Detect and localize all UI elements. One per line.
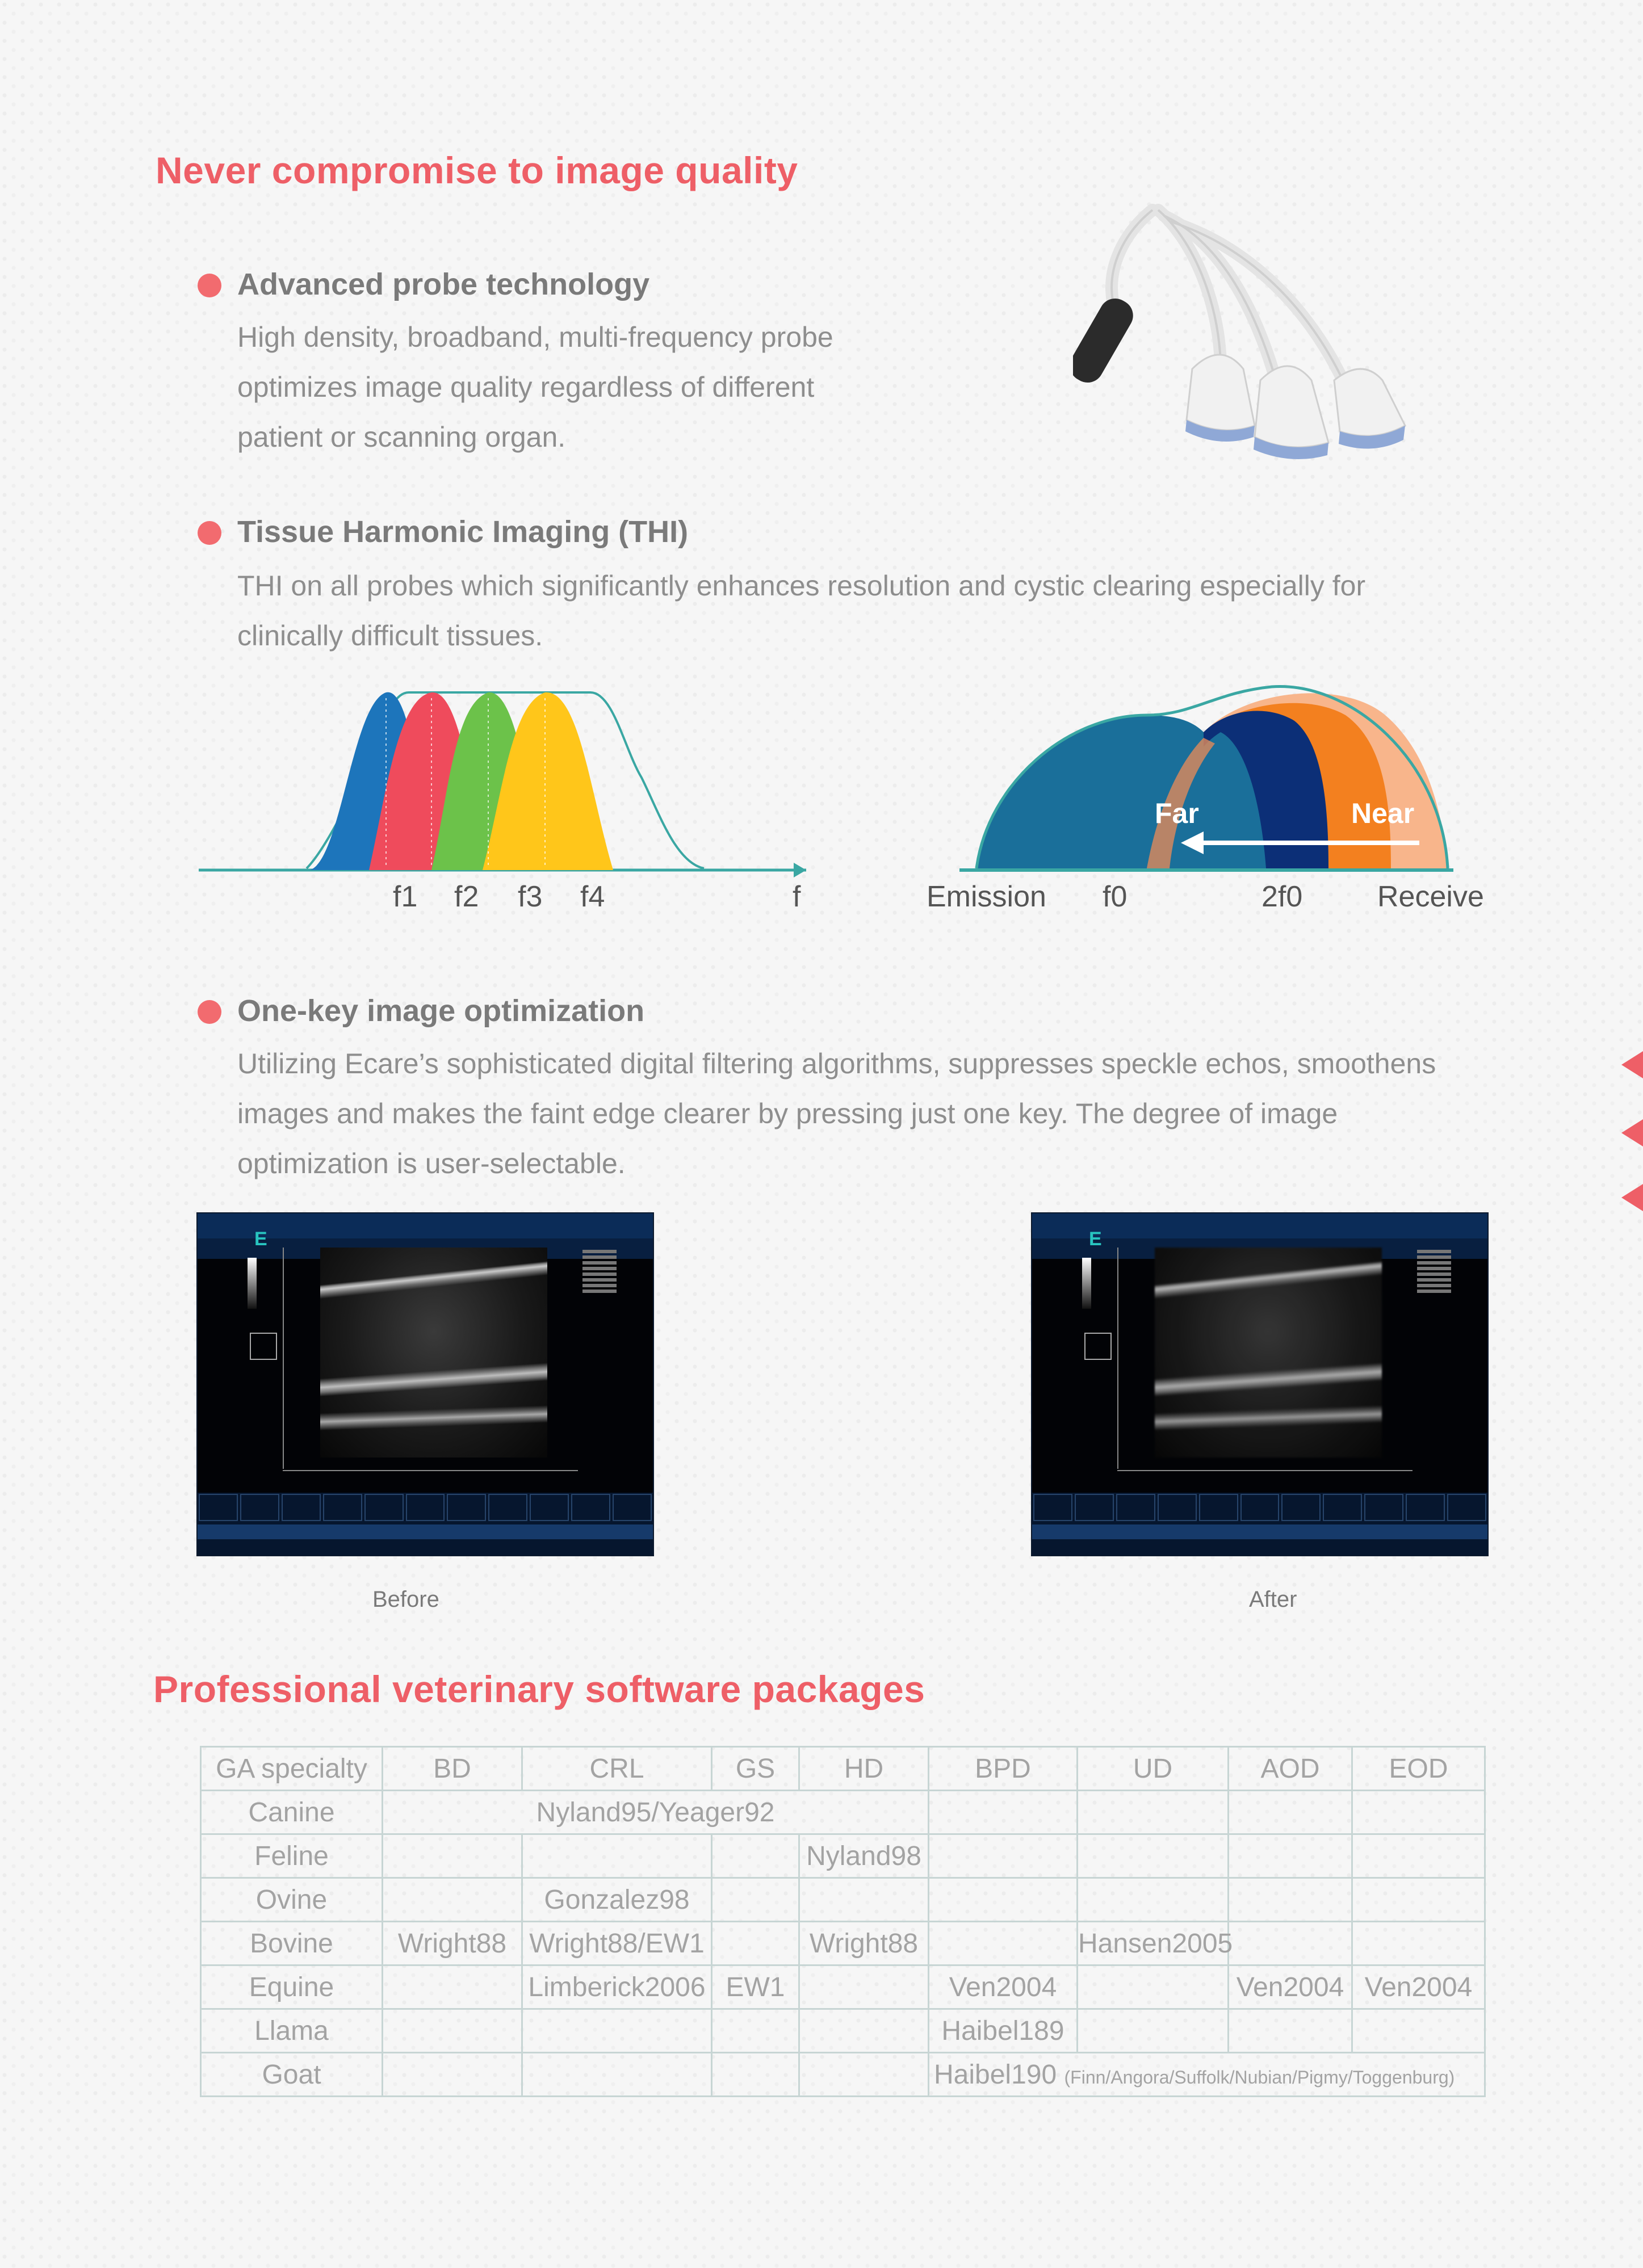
goat-bpd-value: Haibel190 (934, 2059, 1057, 2090)
table-cell (929, 1791, 1078, 1834)
table-cell: Gonzalez98 (522, 1878, 712, 1922)
table-cell (799, 1965, 929, 2009)
ultrasound-image (320, 1248, 547, 1458)
label-f0: f0 (1103, 880, 1128, 913)
table-cell (799, 1878, 929, 1922)
table-cell: Ven2004 (1352, 1965, 1485, 2009)
table-cell (799, 2009, 929, 2053)
table-cell: Bovine (201, 1922, 383, 1965)
table-cell: Ven2004 (929, 1965, 1078, 2009)
table-row (201, 1878, 1485, 1922)
table-cell (522, 2053, 712, 2097)
table-cell: Feline (201, 1834, 383, 1878)
table-cell: EW1 (712, 1965, 799, 2009)
side-arrow-icon (1621, 1184, 1643, 1211)
table-header-cell: CRL (522, 1747, 712, 1791)
table-cell (1352, 1791, 1485, 1834)
label-2f0: 2f0 (1261, 880, 1303, 913)
feature-body-thi (237, 561, 1365, 661)
table-cell (383, 1834, 522, 1878)
table-cell (1229, 1834, 1352, 1878)
table-header-cell: GS (712, 1747, 799, 1791)
ultrasound-screen-before (196, 1212, 654, 1556)
feature-body-probe (237, 312, 833, 462)
feature-line: High density, broadband, multi-frequency probe (237, 321, 833, 353)
feature-title-probe: Advanced probe technology (237, 267, 650, 301)
table-cell: Llama (201, 2009, 383, 2053)
table-cell: Haibel189 (929, 2009, 1078, 2053)
table-cell: Goat (201, 2053, 383, 2097)
table-cell (1229, 2009, 1352, 2053)
table-cell (1229, 1878, 1352, 1922)
table-cell (929, 1922, 1078, 1965)
section-title-software-packages: Professional veterinary software packages (153, 1668, 925, 1710)
table-cell (929, 2053, 1485, 2097)
table-cell (383, 1878, 522, 1922)
table-cell (383, 2009, 522, 2053)
ga-specialty-table (200, 1746, 1486, 2097)
table-header-cell: GA specialty (201, 1747, 383, 1791)
label-f2: f2 (454, 880, 479, 913)
table-cell (929, 1834, 1078, 1878)
table-cell (383, 1965, 522, 2009)
ultrasound-image (1155, 1248, 1382, 1458)
caption-before: Before (372, 1587, 439, 1612)
bullet-icon (198, 521, 221, 545)
table-cell: Wright88 (799, 1922, 929, 1965)
table-row (201, 2009, 1485, 2053)
table-cell (1352, 2009, 1485, 2053)
feature-line: optimizes image quality regardless of different (237, 371, 815, 403)
table-cell: Nyland98 (799, 1834, 929, 1878)
table-cell (1078, 1965, 1229, 2009)
table-cell: Nyland95/Yeager92 (383, 1791, 929, 1834)
probe-image (1073, 199, 1448, 482)
table-cell (1352, 1834, 1485, 1878)
table-cell (1078, 1791, 1229, 1834)
table-cell (712, 1922, 799, 1965)
table-cell: Limberick2006 (522, 1965, 712, 2009)
table-cell (383, 2053, 522, 2097)
table-cell (712, 2009, 799, 2053)
table-header-cell: BPD (929, 1747, 1078, 1791)
bullet-icon (198, 1000, 221, 1024)
ultrasound-screen-after (1031, 1212, 1489, 1556)
table-cell: Wright88/EW1 (522, 1922, 712, 1965)
table-row (201, 1922, 1485, 1965)
table-cell (712, 1834, 799, 1878)
feature-line: images and makes the faint edge clearer by pressing just one key. The degree of image (237, 1098, 1338, 1129)
table-cell (1078, 1834, 1229, 1878)
label-f1: f1 (393, 880, 418, 913)
label-near: Near (1351, 797, 1415, 829)
goat-breed-note: (Finn/Angora/Suffolk/Nubian/Pigmy/Toggenburg) (1064, 2067, 1455, 2088)
label-f4: f4 (580, 880, 605, 913)
emission-receive-diagram (954, 681, 1470, 885)
table-row (201, 1834, 1485, 1878)
caption-after: After (1249, 1587, 1297, 1612)
feature-line: optimization is user-selectable. (237, 1148, 626, 1179)
table-cell (1078, 2009, 1229, 2053)
table-header-cell: AOD (1229, 1747, 1352, 1791)
feature-line: THI on all probes which significantly enhances resolution and cystic clearing especially for (237, 570, 1366, 602)
label-f3: f3 (518, 880, 543, 913)
table-header-cell: UD (1078, 1747, 1229, 1791)
table-cell (1352, 1922, 1485, 1965)
table-row (201, 1791, 1485, 1834)
feature-line: patient or scanning organ. (237, 421, 566, 453)
table-cell (522, 2009, 712, 2053)
label-far: Far (1155, 797, 1199, 829)
table-cell: Ovine (201, 1878, 383, 1922)
ecare-logo-icon: E (1089, 1228, 1102, 1250)
bullet-icon (198, 274, 221, 297)
table-cell (929, 1878, 1078, 1922)
feature-title-thi: Tissue Harmonic Imaging (THI) (237, 515, 689, 549)
table-header-cell: HD (799, 1747, 929, 1791)
table-cell: Wright88 (383, 1922, 522, 1965)
side-arrow-icon (1621, 1119, 1643, 1146)
label-receive: Receive (1377, 880, 1484, 913)
table-cell (712, 2053, 799, 2097)
table-cell (1352, 1878, 1485, 1922)
label-emission: Emission (927, 880, 1046, 913)
table-cell (712, 1878, 799, 1922)
table-header-cell: EOD (1352, 1747, 1485, 1791)
section-title-image-quality: Never compromise to image quality (156, 149, 798, 191)
ecare-logo-icon: E (254, 1228, 267, 1250)
table-row (201, 2053, 1485, 2097)
frequency-bands-diagram (193, 681, 818, 885)
table-row (201, 1965, 1485, 2009)
table-cell (1229, 1791, 1352, 1834)
table-cell (522, 1834, 712, 1878)
table-cell (1229, 1922, 1352, 1965)
table-header-cell: BD (383, 1747, 522, 1791)
feature-title-one-key: One-key image optimization (237, 994, 645, 1028)
table-cell: Ven2004 (1229, 1965, 1352, 2009)
table-cell: Equine (201, 1965, 383, 2009)
table-cell: Hansen2005 (1078, 1922, 1229, 1965)
table-cell (799, 2053, 929, 2097)
label-f: f (793, 880, 801, 913)
table-header-row (201, 1747, 1485, 1791)
table-cell (1078, 1878, 1229, 1922)
side-arrow-icon (1621, 1051, 1643, 1078)
feature-body-one-key (237, 1039, 1436, 1188)
table-cell: Canine (201, 1791, 383, 1834)
feature-line: clinically difficult tissues. (237, 620, 543, 652)
feature-line: Utilizing Ecare’s sophisticated digital filtering algorithms, suppresses speckle echos, smoothens (237, 1048, 1436, 1080)
